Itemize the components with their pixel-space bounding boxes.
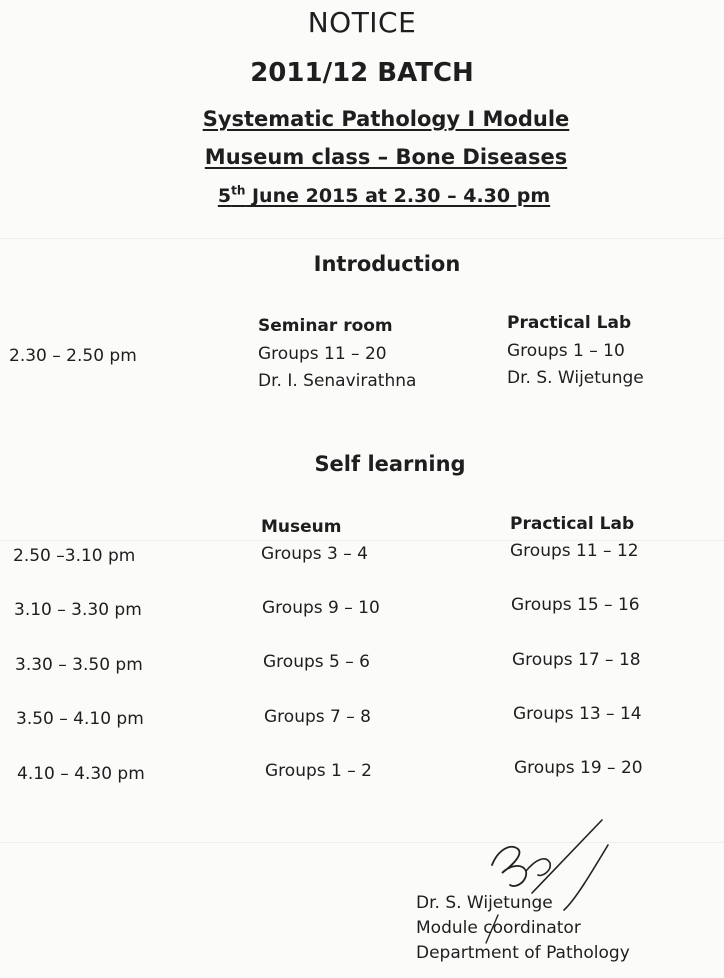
date-line-text — [218, 185, 550, 207]
batch-title: 2011/12 BATCH — [250, 58, 474, 88]
intro-col2-staff: Dr. S. Wijetunge — [507, 368, 644, 388]
date-line — [22, 184, 724, 207]
schedule-lab-groups: Groups 15 – 16 — [511, 595, 640, 615]
schedule-time: 3.10 – 3.30 pm — [14, 600, 142, 620]
schedule-museum-groups: Groups 7 – 8 — [264, 707, 371, 727]
schedule-museum-groups: Groups 1 – 2 — [265, 761, 372, 781]
signatory-name: Dr. S. Wijetunge — [416, 893, 553, 913]
intro-col1-staff: Dr. I. Senavirathna — [258, 371, 417, 391]
signatory-department: Department of Pathology — [416, 943, 630, 963]
introduction-heading: Introduction — [313, 252, 461, 276]
intro-col2-header: Practical Lab — [507, 313, 632, 333]
date-rest: June 2015 at 2.30 – 4.30 pm — [245, 185, 551, 208]
schedule-museum-groups: Groups 3 – 4 — [261, 544, 368, 564]
schedule-museum-groups: Groups 5 – 6 — [263, 652, 370, 672]
schedule-museum-groups: Groups 9 – 10 — [262, 598, 380, 618]
module-title — [24, 107, 724, 131]
notice-title: NOTICE — [307, 6, 417, 39]
self-col2-header: Practical Lab — [510, 514, 635, 534]
schedule-time: 3.50 – 4.10 pm — [16, 709, 144, 729]
paper-fold-line — [0, 238, 724, 239]
intro-time: 2.30 – 2.50 pm — [9, 346, 137, 366]
class-title-text: Museum class – Bone Diseases — [204, 145, 568, 169]
date-suffix: th — [231, 184, 246, 198]
signatory-role: Module coordinator — [416, 918, 581, 938]
schedule-lab-groups: Groups 13 – 14 — [513, 704, 642, 724]
intro-col2-groups: Groups 1 – 10 — [507, 341, 625, 361]
schedule-time: 4.10 – 4.30 pm — [17, 764, 145, 784]
schedule-lab-groups: Groups 19 – 20 — [514, 758, 643, 778]
schedule-time: 2.50 –3.10 pm — [13, 546, 136, 566]
module-title-text: Systematic Pathology I Module — [202, 107, 570, 131]
intro-col1-groups: Groups 11 – 20 — [258, 344, 387, 364]
date-day: 5 — [217, 185, 232, 208]
intro-col1-header: Seminar room — [258, 316, 393, 336]
schedule-lab-groups: Groups 11 – 12 — [510, 541, 639, 561]
self-learning-heading: Self learning — [314, 452, 466, 476]
self-col1-header: Museum — [261, 517, 342, 537]
class-title — [24, 145, 724, 169]
schedule-time: 3.30 – 3.50 pm — [15, 655, 143, 675]
schedule-lab-groups: Groups 17 – 18 — [512, 650, 641, 670]
